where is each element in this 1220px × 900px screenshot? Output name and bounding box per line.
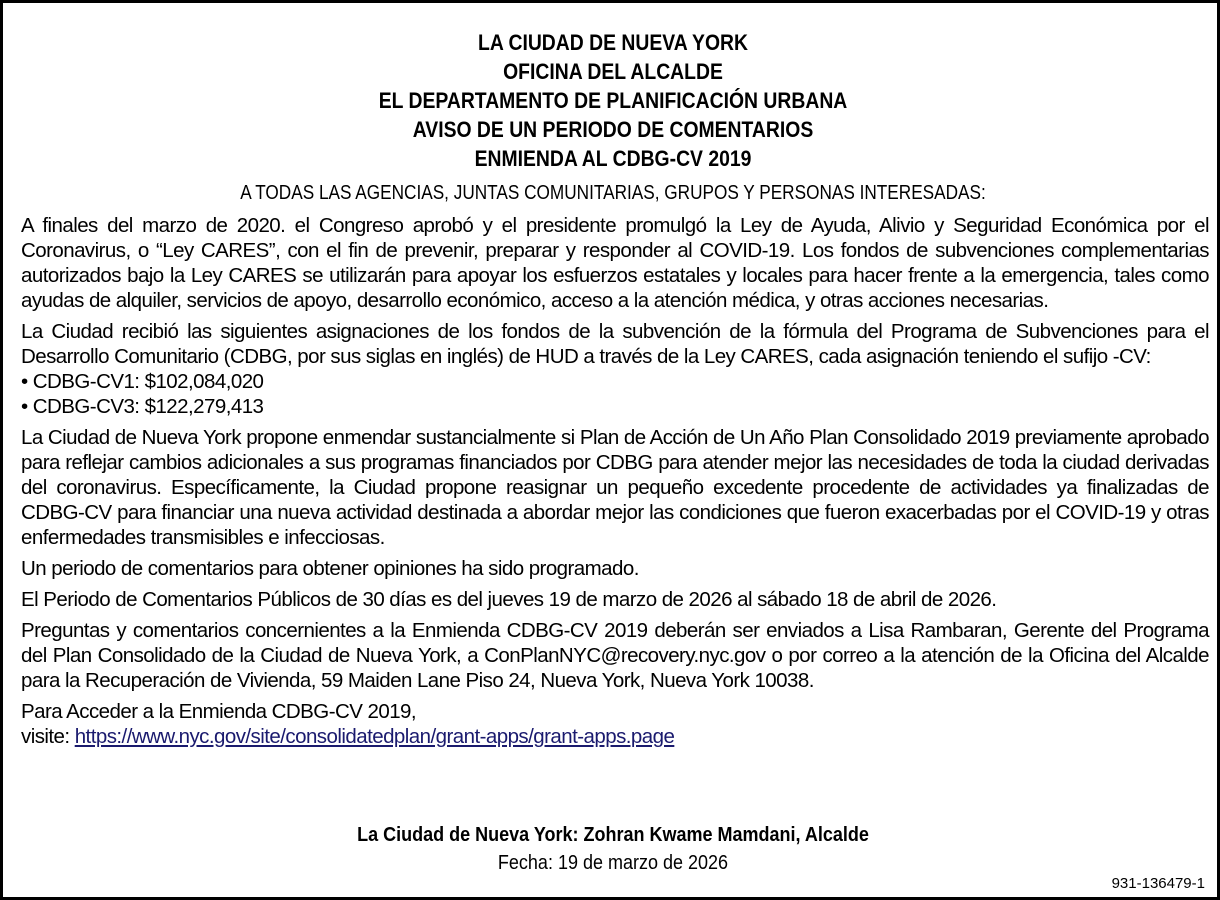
plan-url-link[interactable]: https://www.nyc.gov/site/consolidatedplan/grant-apps/grant-apps.page — [74, 725, 675, 748]
access-line: Para Acceder a la Enmienda CDBG-CV 2019, — [21, 700, 417, 723]
paragraph-comment-period-dates: El Periodo de Comentarios Públicos de 30 días es del jueves 19 de marzo de 2026 al sábado 18 de abril de 2026. — [21, 588, 997, 611]
notice-date: Fecha: 19 de marzo de 2026 — [497, 852, 729, 874]
allocations-intro: La Ciudad recibió las siguientes asignaciones de los fondos de la subvención de la fórmula del Programa de Subvenciones para el Desarrollo Comunitario (CDBG, por sus siglas en inglés) de HUD a través de la Ley CARES, cada asignación teniendo el sufijo -CV: — [21, 320, 1209, 368]
visit-prefix: visite: — [21, 725, 75, 748]
header-notice-type: AVISO DE UN PERIODO DE COMENTARIOS — [412, 117, 814, 142]
paragraph-comment-period-scheduled: Un periodo de comentarios para obtener opiniones ha sido programado. — [21, 557, 639, 580]
allocation-item-cv3: • CDBG-CV3: $122,279,413 — [21, 395, 264, 418]
paragraph-cares-act: A finales del marzo de 2020. el Congreso aprobó y el presidente promulgó la Ley de Ayuda, Alivio y Seguridad Económica por el Coronavirus, o “Ley CARES”, con el fin de prevenir, preparar y responder al COVID-19. Los fondos de subvenciones complementarias autorizados bajo la Ley CARES se utilizarán para apoyar los esfuerzos estatales y locales para hacer frente a la emergencia, tales como ayudas de alquiler, servicios de apoyo, desarrollo económico, acceso a la atención médica, y otras acciones necesarias. — [21, 214, 1209, 312]
paragraph-contact-info: Preguntas y comentarios concernientes a la Enmienda CDBG-CV 2019 deberán ser enviados a Lisa Rambaran, Gerente del Programa del Plan Consolidado de la Ciudad de Nueva York, a ConPlanNYC@recovery.nyc.gov o por correo a la atención de la Oficina del Alcalde para la Recuperación de Vivienda, 59 Maiden Lane Piso 24, Nueva York, Nueva York 10038. — [21, 619, 1209, 692]
notice-header — [3, 28, 1220, 173]
header-office: OFICINA DEL ALCALDE — [503, 59, 723, 84]
paragraph-allocations — [21, 319, 1209, 419]
notice-body — [21, 213, 1209, 755]
header-department: EL DEPARTAMENTO DE PLANIFICACIÓN URBANA — [378, 88, 848, 113]
reference-code: 931-136479-1 — [1111, 875, 1205, 892]
greeting-line: A TODAS LAS AGENCIAS, JUNTAS COMUNITARIAS, GRUPOS Y PERSONAS INTERESADAS: — [240, 182, 986, 204]
header-amendment: ENMIENDA AL CDBG-CV 2019 — [474, 146, 752, 171]
paragraph-amendment-proposal: La Ciudad de Nueva York propone enmendar sustancialmente si Plan de Acción de Un Año Plan Consolidado 2019 previamente aprobado para reflejar cambios adicionales a sus programas financiados por CDBG para atender mejor las necesidades de toda la ciudad derivadas del coronavirus. Específicamente, la Ciudad propone reasignar un pequeño excedente procedente de actividades ya finalizadas de CDBG-CV para financiar una nueva actividad destinada a abordar mejor las condiciones que fueron exacerbadas por el COVID-19 y otras enfermedades transmisibles e infecciosas. — [21, 426, 1209, 549]
header-city: LA CIUDAD DE NUEVA YORK — [478, 30, 748, 55]
allocation-item-cv1: • CDBG-CV1: $102,084,020 — [21, 370, 264, 393]
paragraph-access-info — [21, 699, 1209, 749]
mayor-signature: La Ciudad de Nueva York: Zohran Kwame Mamdani, Alcalde — [357, 824, 869, 846]
